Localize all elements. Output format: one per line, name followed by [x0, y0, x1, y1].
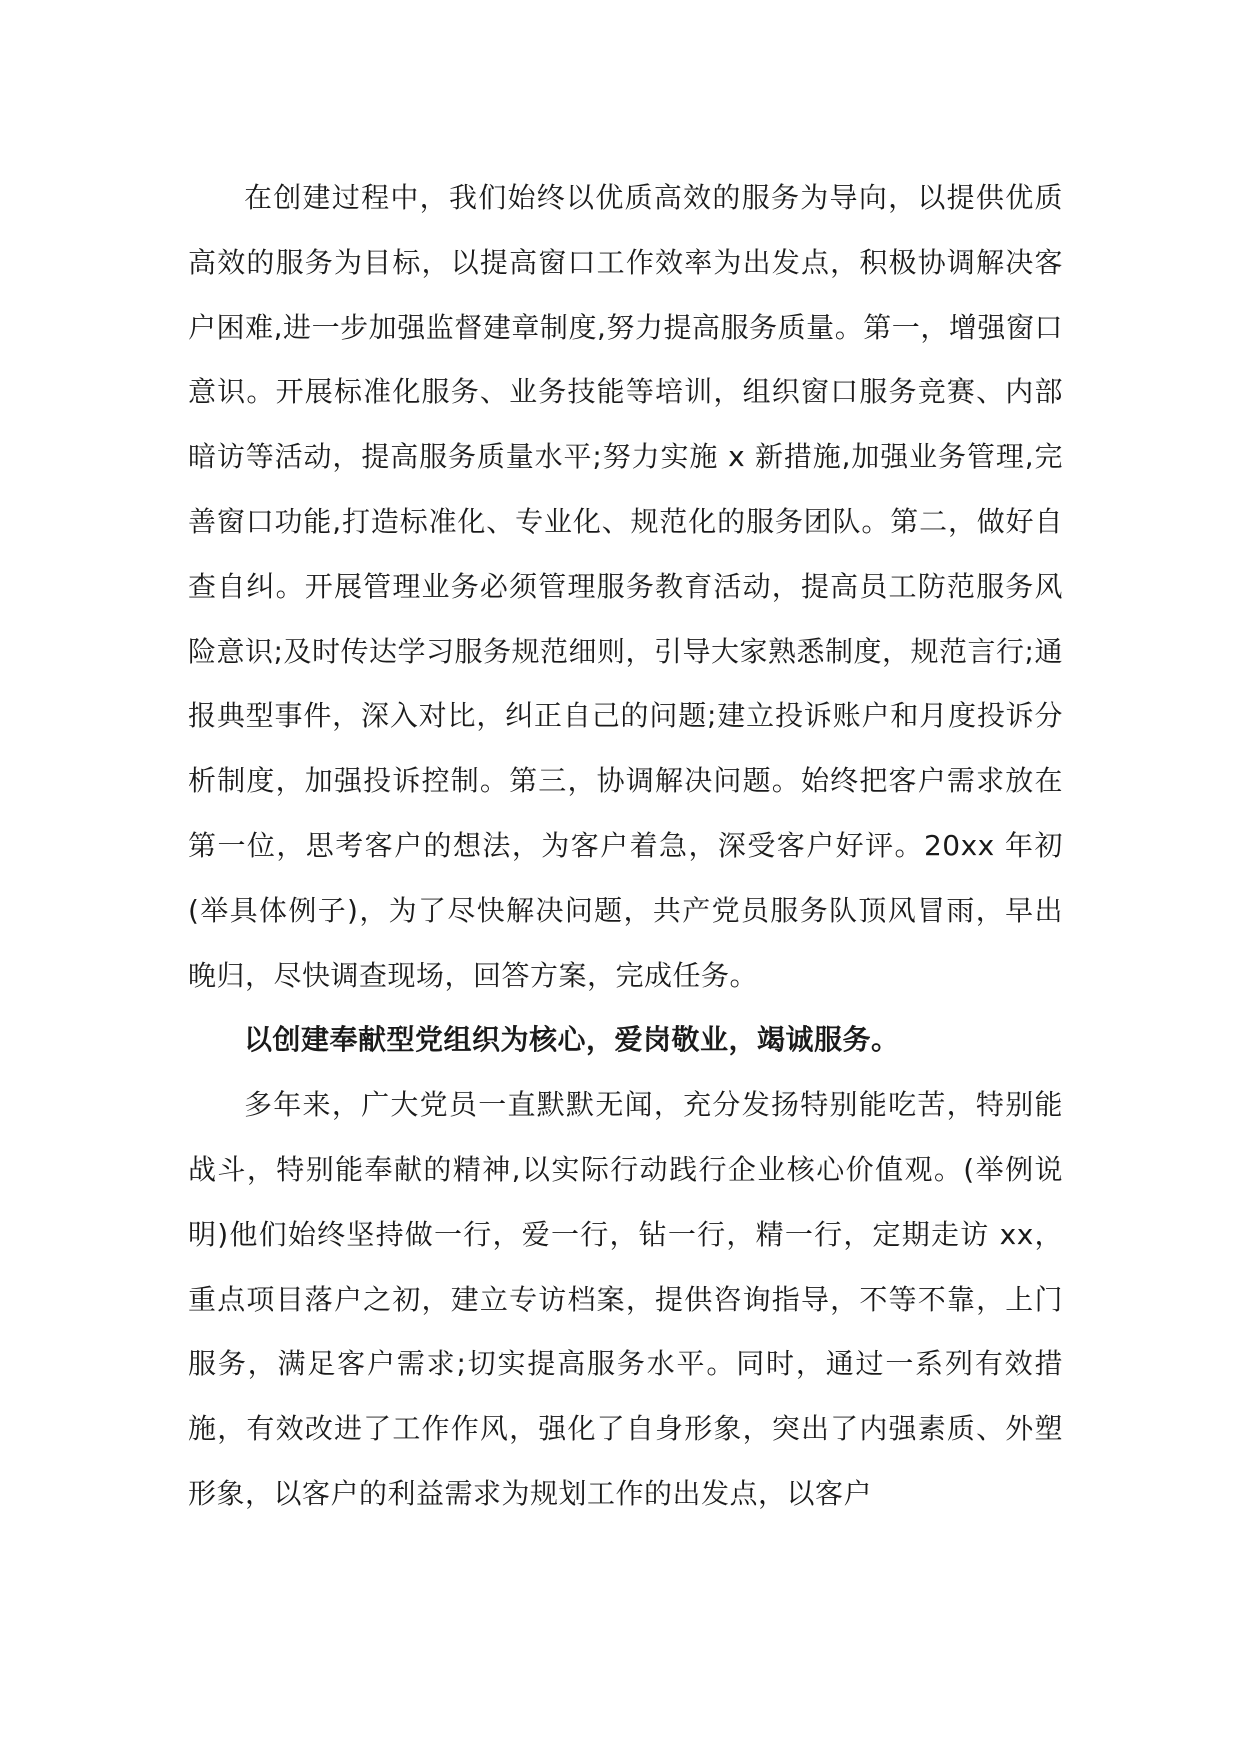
paragraph-service-quality: 在创建过程中，我们始终以优质高效的服务为导向，以提供优质高效的服务为目标，以提高窗口工作效率为出发点，积极协调解决客户困难,进一步加强监督建章制度,努力提高服务质量。第一，增强窗口意识。开展标准化服务、业务技能等培训，组织窗口服务竞赛、内部暗访等活动，提高服务质量水平;努力实施 x 新措施,加强业务管理,完善窗口功能,打造标准化、专业化、规范化的服务团队。第二，做好自查自纠。开展管理业务必须管理服务教育活动，提高员工防范服务风险意识;及时传达学习服务规范细则，引导大家熟悉制度，规范言行;通报典型事件，深入对比，纠正自己的问题;建立投诉账户和月度投诉分析制度，加强投诉控制。第三，协调解决问题。始终把客户需求放在第一位，思考客户的想法，为客户着急，深受客户好评。20xx 年初(举具体例子)，为了尽快解决问题，共产党员服务队顶风冒雨，早出晚归，尽快调查现场，回答方案，完成任务。	[188, 181, 1063, 992]
document-body	[188, 166, 1063, 1527]
paragraph-party-members: 多年来，广大党员一直默默无闻，充分发扬特别能吃苦，特别能战斗，特别能奉献的精神,以实际行动践行企业核心价值观。(举例说明)他们始终坚持做一行，爱一行，钻一行，精一行，定期走访 xx，重点项目落户之初，建立专访档案，提供咨询指导，不等不靠，上门服务，满足客户需求;切实提高服务水平。同时，通过一系列有效措施，有效改进了工作作风，强化了自身形象，突出了内强素质、外塑形象，以客户的利益需求为规划工作的出发点，以客户	[188, 1088, 1063, 1510]
section-heading: 以创建奉献型党组织为核心，爱岗敬业，竭诚服务。	[244, 1023, 900, 1057]
